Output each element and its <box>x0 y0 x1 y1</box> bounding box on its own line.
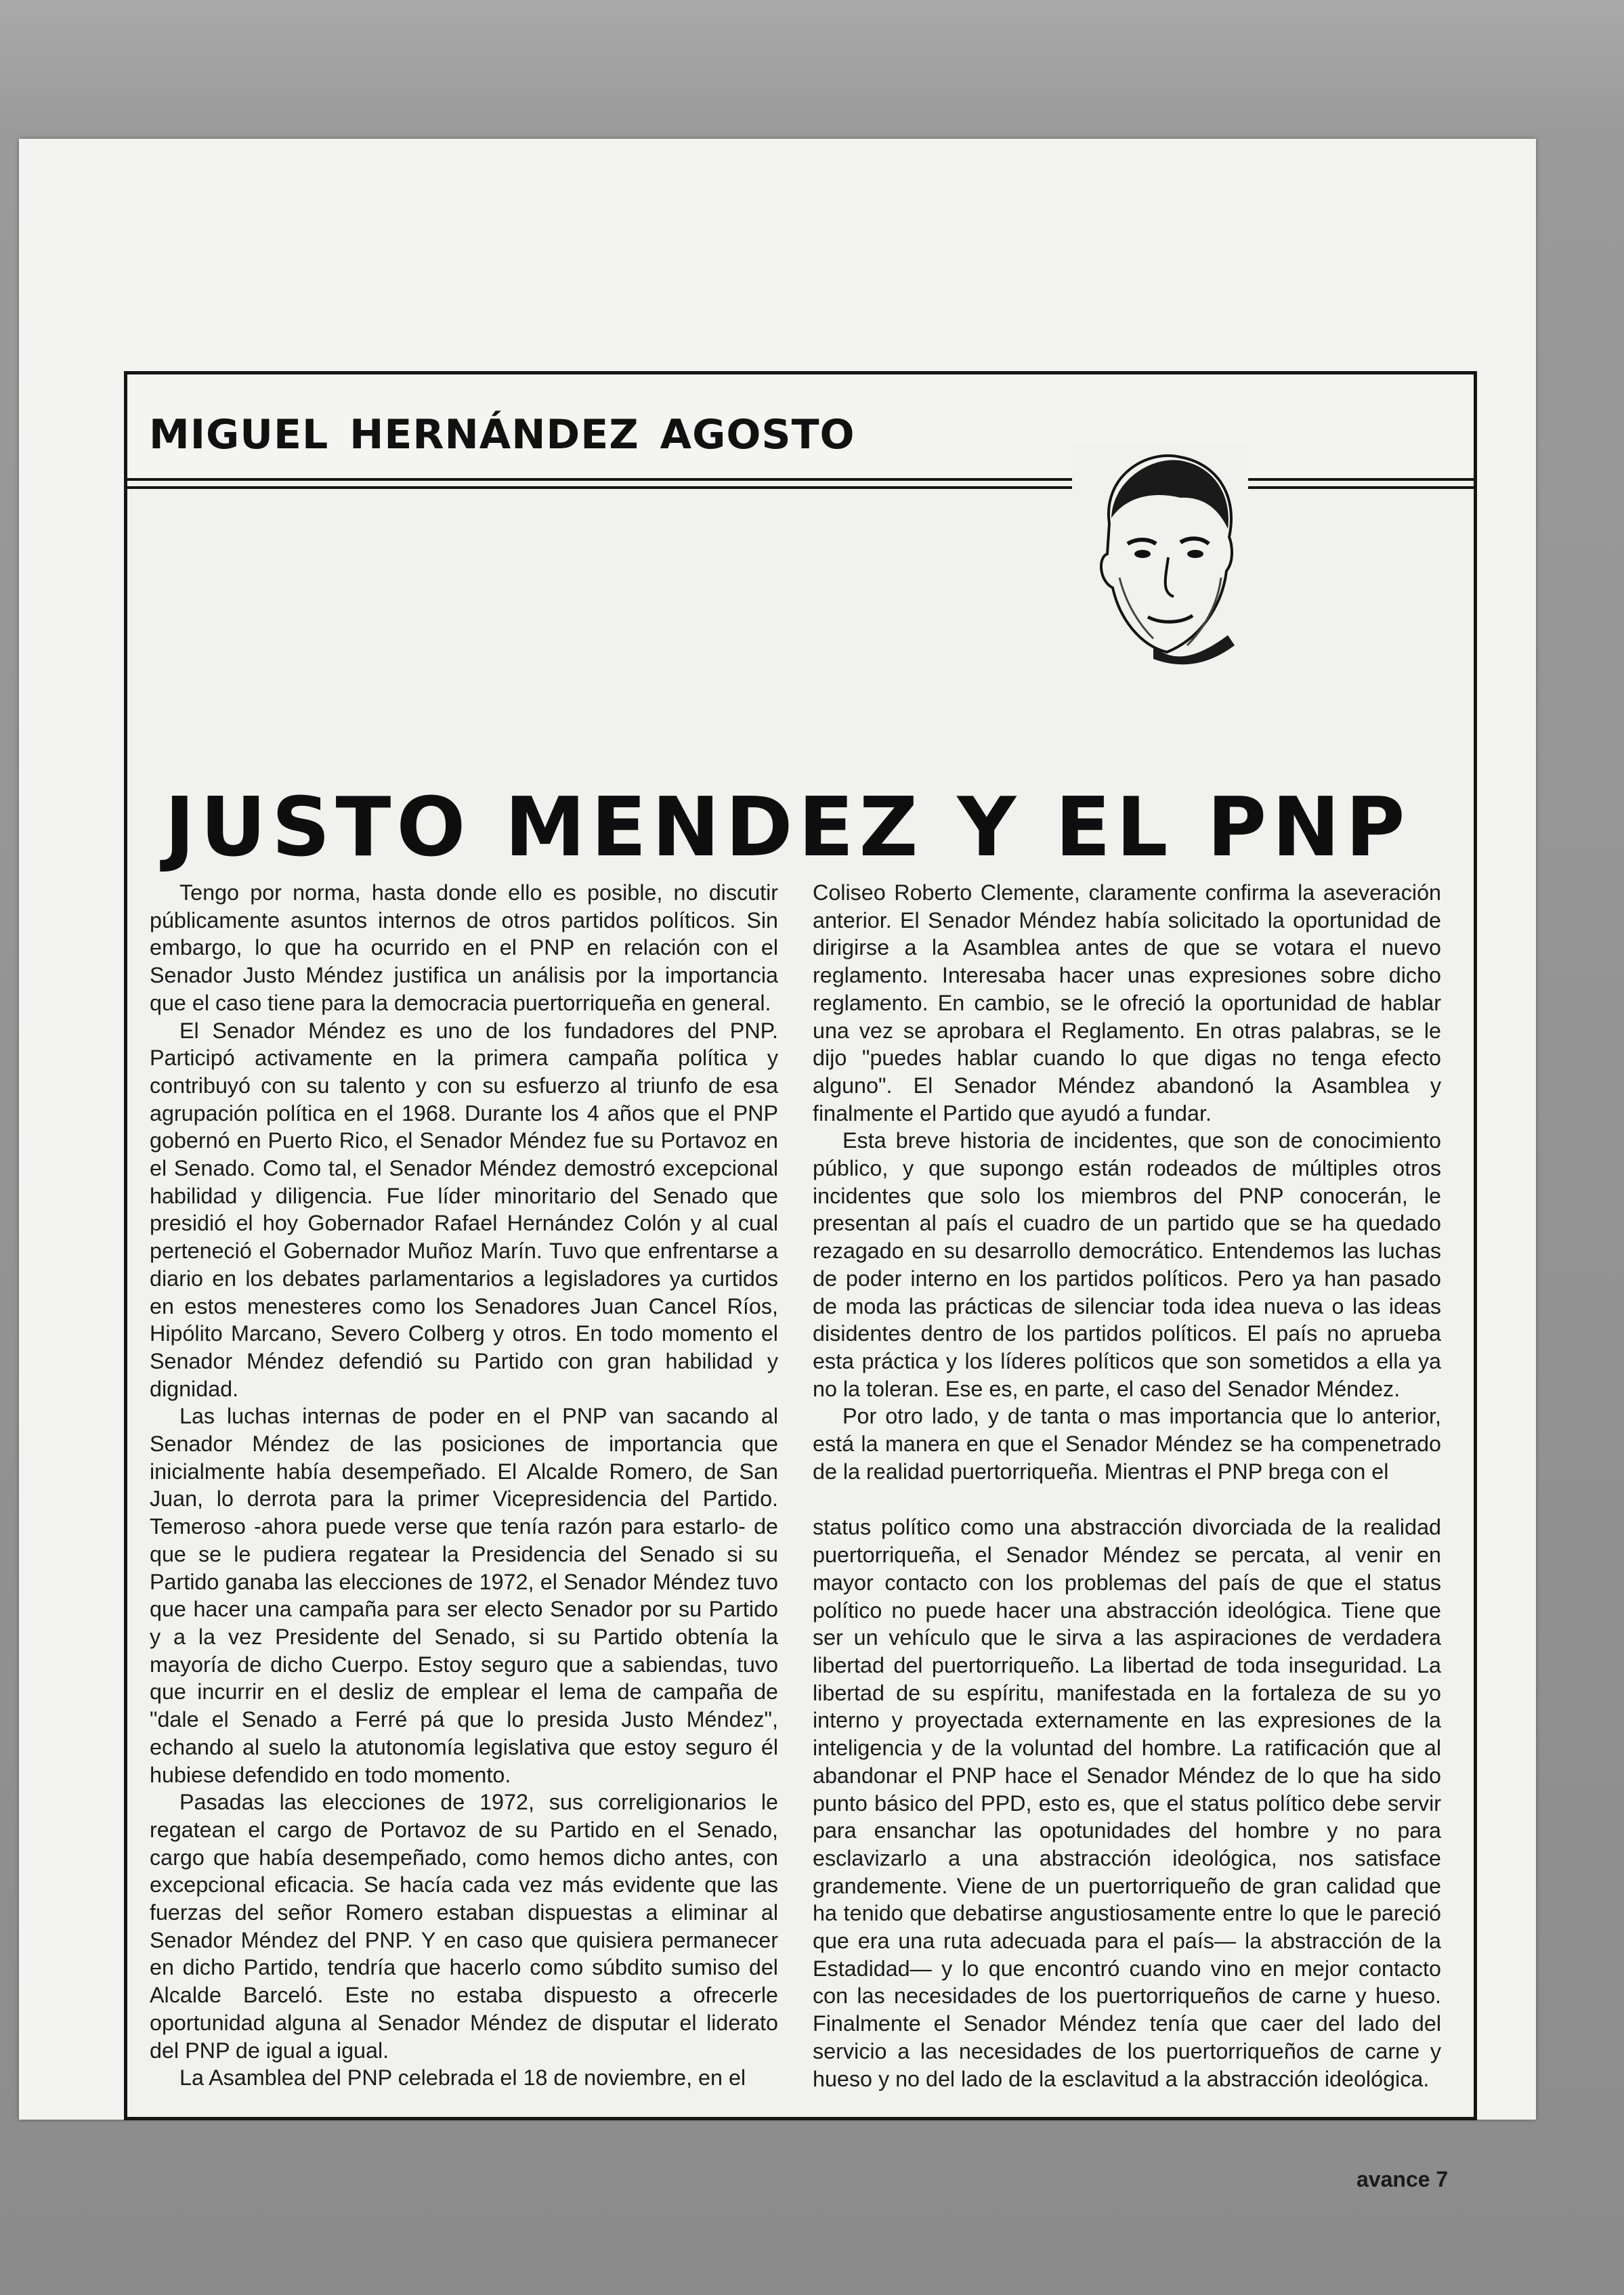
author-header <box>127 374 1474 481</box>
left-column <box>150 879 778 2092</box>
paragraph: Tengo por norma, hasta donde ello es posible, no discutir públicamente asuntos internos de otros partidos políticos. Sin embargo, lo que ha ocurrido en el PNP en relación con el Senador Justo Méndez justifica un análisis por la importancia que el caso tiene para la democracia puertorriqueña en general. <box>150 880 778 1015</box>
article-headline: JUSTO MENDEZ Y EL PNP <box>165 781 1411 875</box>
paragraph: status político como una abstracción divorciada de la realidad puertorriqueña, el Senador Méndez se percata, al venir en mayor contacto con los problemas del país de que el status político no puede hacer una abstracción ideológica. Tiene que ser un vehículo que le sirva a las aspiraciones de verdadera libertad del puertorriqueño. La libertad de toda inseguridad. La libertad de su espíritu, manifestada en la fortaleza de su yo interno y proyectada externamente en las expresiones de la inteligencia y de la voluntad del hombre. La ratificación que al abandonar el PNP hace el Senador Méndez de lo que ha sido punto básico del PPD, esto es, que el status político debe servir para ensanchar las opotunidades del hombre y no para esclavizarlo a una abstracción ideológica, nos satisface grandemente. Viene de un puertorriqueño de gran calidad que ha tenido que debatirse angustiosamente entre lo que le pareció que era una ruta adecuada para el país— la abstracción de la Estadidad— y lo que encontró cuando vino en mejor contacto con las necesidades de los puertorriqueños de carne y hueso. Finalmente el Senador Méndez tenía que caer del lado del servicio a las necesidades de los puertorriqueños de carne y hueso y no del lado de la esclavitud a la abstracción ideológica. <box>813 1515 1441 2091</box>
paragraph: Por otro lado, y de tanta o mas importancia que lo anterior, está la manera en que el Senador Méndez se ha compenetrado de la realidad puertorriqueña. Mientras el PNP brega con el <box>813 1404 1441 1484</box>
paragraph: Pasadas las elecciones de 1972, sus correligionarios le regatean el cargo de Portavoz de su Partido en el Senado, cargo que había desempeñado, como hemos dicho antes, con excepcional eficacia. Se hacía cada vez más evidente que las fuerzas del señor Romero estaban dispuestas a eliminar al Senador Méndez del PNP. Y en caso que quisiera permanecer en dicho Partido, tendría que hacerlo como súbdito sumiso del Alcalde Barceló. Este no estaba dispuesto a ofrecerle oportunidad alguna al Senador Méndez de disputar el liderato del PNP de igual a igual. <box>150 1790 778 2063</box>
portrait-sketch <box>1072 442 1248 666</box>
paragraph: La Asamblea del PNP celebrada el 18 de noviembre, en el <box>179 2065 746 2090</box>
right-column <box>813 879 1441 2093</box>
paragraph: Las luchas internas de poder en el PNP van sacando al Senador Méndez de las posiciones de importancia que inicialmente había desempeñado. El Alcalde Romero, de San Juan, lo derrota para la primer Vicepresidencia del Partido. Temeroso -ahora puede verse que tenía razón para estarlo- de que se le pudiera regatear la Presidencia del Senado si su Partido ganaba las elecciones de 1972, el Senador Méndez tuvo que hacer una campaña para ser electo Senador por su Partido y a la vez Presidente del Senado, si su Partido obtenía la mayoría de dicho Cuerpo. Estoy seguro que a sabiendas, tuvo que incurrir en el desliz de emplear el lema de campaña de "dale el Senado a Ferré pá que lo presida Justo Méndez", echando al suelo la atutonomía legislativa que estoy seguro él hubiese defendido en todo momento. <box>150 1404 778 1787</box>
magazine-page <box>19 139 1536 2191</box>
article-frame <box>124 371 1477 2120</box>
author-portrait <box>1072 442 1248 666</box>
paragraph: El Senador Méndez es uno de los fundadores del PNP. Participó activamente en la primera campaña política y contribuyó con su talento y con su esfuerzo al triunfo de esa agrupación política en el 1968. Durante los 4 años que el PNP gobernó en Puerto Rico, el Senador Méndez fue su Portavoz en el Senado. Como tal, el Senador Méndez demostró excepcional habilidad y diligencia. Fue líder minoritario del Senado que presidió el hoy Gobernador Rafael Hernández Colón y al cual perteneció el Gobernador Muñoz Marín. Tuvo que enfrentarse a diario en los debates parlamentarios a legisladores ya curtidos en estos menesteres como los Senadores Juan Cancel Ríos, Hipólito Marcano, Severo Colberg y otros. En todo momento el Senador Méndez defendió su Partido con gran habilidad y dignidad. <box>150 1018 778 1401</box>
page-footer: avance 7 <box>1356 2167 1449 2191</box>
author-name: miguel hernández agosto <box>149 395 855 463</box>
paragraph: Esta breve historia de incidentes, que son de conocimiento público, y que supongo están rodeados de múltiples otros incidentes que solo los miembros del PNP conocerán, le presentan al país el cuadro de un partido que se ha quedado rezagado en su desarrollo democrático. Entendemos las luchas de poder interno en los partidos políticos. Pero ya han pasado de moda las prácticas de silenciar toda idea nueva o las ideas disidentes dentro de los partidos políticos. El país no aprueba esta práctica y los líderes políticos que son sometidos a ella ya no la toleran. Ese es, en parte, el caso del Senador Méndez. <box>813 1128 1441 1401</box>
paragraph: Coliseo Roberto Clemente, claramente confirma la aseveración anterior. El Senador Méndez había solicitado la oportunidad de dirigirse a la Asamblea antes de que se votara el nuevo reglamento. Interesaba hacer unas expresiones sobre dicho reglamento. En cambio, se le ofreció la oportunidad de hablar una vez se aprobara el Reglamento. En otras palabras, se le dijo "puedes hablar cuando lo que digas no tenga efecto alguno". El Senador Méndez abandonó la Asamblea y finalmente el Partido que ayudó a fundar. <box>813 880 1441 1125</box>
column-break <box>813 1485 1441 1514</box>
